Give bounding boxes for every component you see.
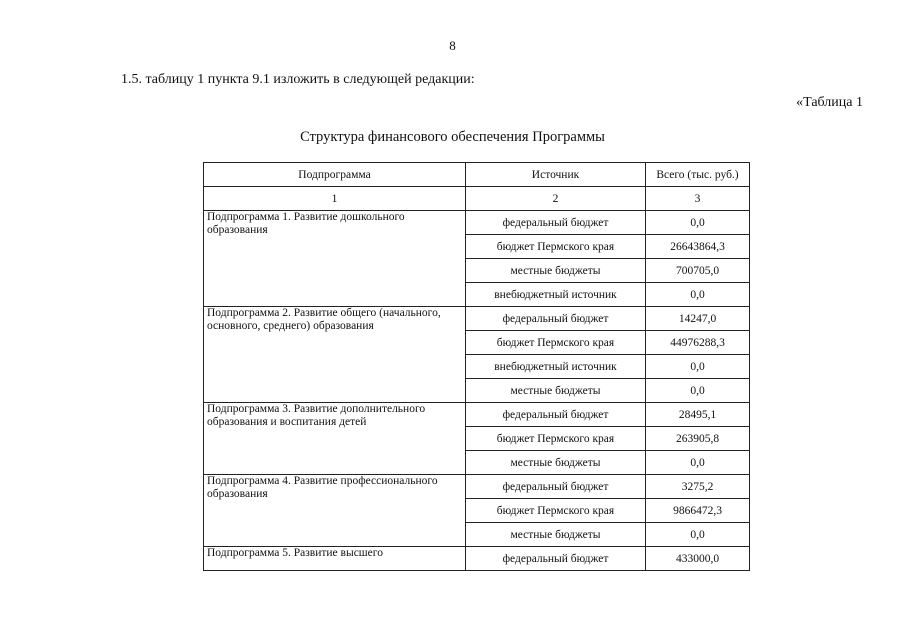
table-row (204, 211, 750, 235)
header-program: Подпрограмма (204, 163, 466, 187)
header-source: Источник (466, 163, 646, 187)
total-cell: 700705,0 (646, 259, 750, 283)
total-cell: 263905,8 (646, 427, 750, 451)
table-reference: «Таблица 1 (796, 95, 863, 110)
source-cell: внебюджетный источник (466, 355, 646, 379)
source-cell: местные бюджеты (466, 259, 646, 283)
total-cell: 44976288,3 (646, 331, 750, 355)
source-cell: бюджет Пермского края (466, 331, 646, 355)
total-cell: 0,0 (646, 355, 750, 379)
source-cell: местные бюджеты (466, 379, 646, 403)
source-cell: бюджет Пермского края (466, 427, 646, 451)
column-number: 1 (204, 187, 466, 211)
program-cell: Подпрограмма 2. Развитие общего (начального, основного, среднего) образования (204, 307, 466, 403)
source-cell: местные бюджеты (466, 523, 646, 547)
program-cell: Подпрограмма 1. Развитие дошкольного образования (204, 211, 466, 307)
source-cell: местные бюджеты (466, 451, 646, 475)
column-number: 3 (646, 187, 750, 211)
total-cell: 28495,1 (646, 403, 750, 427)
source-cell: федеральный бюджет (466, 403, 646, 427)
program-cell: Подпрограмма 3. Развитие дополнительного образования и воспитания детей (204, 403, 466, 475)
header-total: Всего (тыс. руб.) (646, 163, 750, 187)
financing-table (203, 162, 750, 571)
total-cell: 26643864,3 (646, 235, 750, 259)
total-cell: 14247,0 (646, 307, 750, 331)
column-number-row (204, 187, 750, 211)
program-cell: Подпрограмма 4. Развитие профессионального образования (204, 475, 466, 547)
table-row (204, 403, 750, 427)
table-row (204, 307, 750, 331)
total-cell: 0,0 (646, 283, 750, 307)
total-cell: 0,0 (646, 451, 750, 475)
total-cell: 0,0 (646, 379, 750, 403)
total-cell: 0,0 (646, 523, 750, 547)
table-row (204, 547, 750, 571)
column-number: 2 (466, 187, 646, 211)
header-row (204, 163, 750, 187)
source-cell: внебюджетный источник (466, 283, 646, 307)
source-cell: федеральный бюджет (466, 475, 646, 499)
total-cell: 0,0 (646, 211, 750, 235)
source-cell: федеральный бюджет (466, 307, 646, 331)
program-cell: Подпрограмма 5. Развитие высшего (204, 547, 466, 571)
total-cell: 3275,2 (646, 475, 750, 499)
source-cell: федеральный бюджет (466, 211, 646, 235)
source-cell: бюджет Пермского края (466, 499, 646, 523)
instruction-text: 1.5. таблицу 1 пункта 9.1 изложить в следующей редакции: (121, 72, 475, 87)
page-number: 8 (449, 38, 456, 53)
table-caption: Структура финансового обеспечения Программы (300, 129, 605, 145)
table-row (204, 475, 750, 499)
total-cell: 9866472,3 (646, 499, 750, 523)
source-cell: федеральный бюджет (466, 547, 646, 571)
source-cell: бюджет Пермского края (466, 235, 646, 259)
total-cell: 433000,0 (646, 547, 750, 571)
